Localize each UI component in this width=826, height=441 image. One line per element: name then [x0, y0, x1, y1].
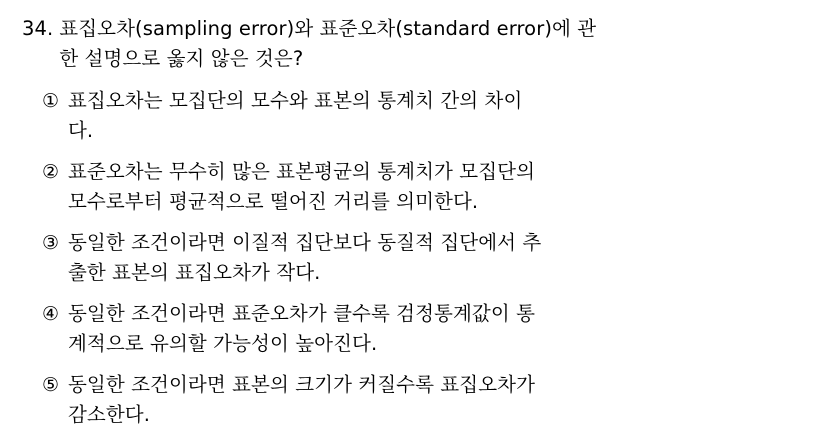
- choice-line: 감소한다.: [68, 403, 151, 426]
- choice-item-5[interactable]: [42, 370, 806, 430]
- choice-line: 모수로부터 평균적으로 떨어진 거리를 의미한다.: [68, 190, 479, 213]
- choice-item-3[interactable]: [42, 228, 806, 288]
- choice-text: [68, 86, 668, 146]
- choice-line: 동일한 조건이라면 이질적 집단보다 동질적 집단에서 추: [68, 231, 542, 254]
- choice-line: 표집오차는 모집단의 모수와 표본의 통계치 간의 차이: [68, 89, 523, 112]
- question-block: [22, 14, 806, 441]
- choice-text: [68, 299, 668, 359]
- choice-marker-icon: ①: [42, 90, 60, 112]
- question-stem: [22, 14, 806, 74]
- choice-line: 계적으로 유의할 가능성이 높아진다.: [68, 332, 378, 355]
- question-number: 34.: [22, 17, 54, 40]
- choice-line: 동일한 조건이라면 표준오차가 클수록 검정통계값이 통: [68, 302, 536, 325]
- choice-list: [42, 86, 806, 430]
- choice-marker-icon: ②: [42, 161, 60, 183]
- choice-item-1[interactable]: [42, 86, 806, 146]
- choice-text: [68, 228, 668, 288]
- choice-line: 출한 표본의 표집오차가 작다.: [68, 261, 321, 284]
- choice-line: 표준오차는 무수히 많은 표본평균의 통계치가 모집단의: [68, 160, 536, 183]
- choice-marker-icon: ③: [42, 232, 60, 254]
- choice-line: 동일한 조건이라면 표본의 크기가 커질수록 표집오차가: [68, 373, 536, 396]
- question-stem-line: 한 설명으로 옳지 않은 것은?: [59, 47, 304, 70]
- choice-item-2[interactable]: [42, 157, 806, 217]
- question-stem-line: 표집오차(sampling error)와 표준오차(standard error)에 관: [59, 17, 597, 40]
- question-stem-text: [59, 14, 689, 74]
- choice-item-4[interactable]: [42, 299, 806, 359]
- choice-marker-icon: ⑤: [42, 374, 60, 396]
- choice-text: [68, 157, 668, 217]
- choice-text: [68, 370, 668, 430]
- choice-marker-icon: ④: [42, 303, 60, 325]
- choice-line: 다.: [68, 119, 94, 142]
